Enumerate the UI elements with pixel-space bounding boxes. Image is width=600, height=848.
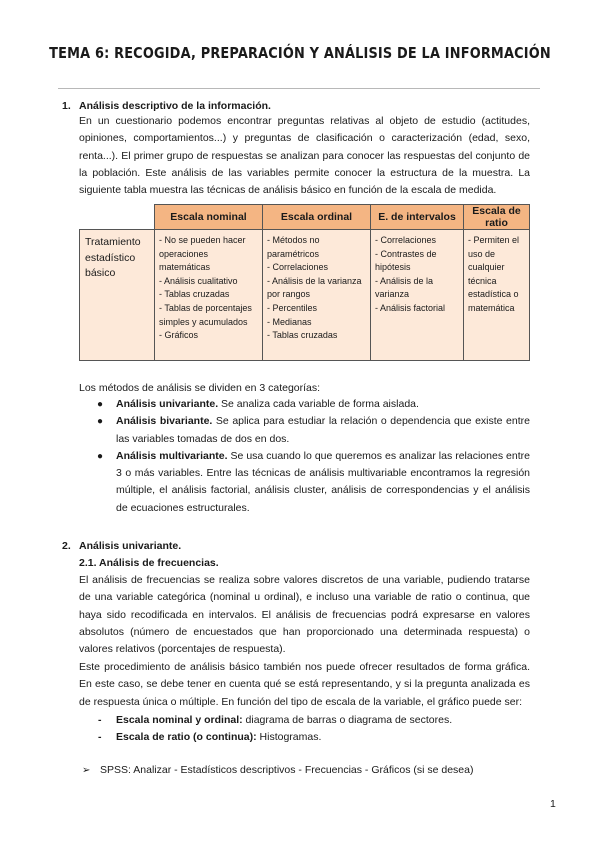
cell-line: - Contrastes de hipótesis — [375, 248, 437, 273]
table-cell-ordinal — [263, 230, 371, 361]
section-2-number: 2. — [62, 540, 71, 552]
methods-intro: Los métodos de análisis se dividen en 3 categorías: — [79, 382, 321, 394]
cell-line: - Permiten el uso de cualquier técnica estadística o matemática — [468, 235, 520, 313]
list-item — [96, 712, 530, 729]
cell-line: - Métodos no paramétricos — [267, 235, 320, 259]
spss-text: SPSS: Analizar - Estadísticos descriptivos - Frecuencias - Gráficos (si se desea) — [100, 764, 474, 776]
spss-path — [82, 764, 473, 776]
analysis-techniques-table — [79, 204, 530, 361]
scale-name: Escala de ratio (o continua): — [116, 731, 257, 744]
cell-line: - Tablas cruzadas — [159, 289, 230, 300]
page-title: TEMA 6: RECOGIDA, PREPARACIÓN Y ANÁLISIS DE LA INFORMACIÓN — [49, 44, 551, 62]
frequency-paragraph-1: El análisis de frecuencias se realiza sobre valores discretos de una variable, pudiendo tratarse de una variable categórica (nominal u ordinal), e incluso una variable de ratio o continua, que haya sido recodificada en intervalos. El análisis de frecuencias podrá expresarse en valores absolutos (número de encuestados que han proporcionado una determinada respuesta) o valores relativos (porcentajes de respuesta). — [79, 574, 530, 656]
list-item — [96, 396, 530, 413]
table-cell-nominal — [155, 230, 263, 361]
list-item — [96, 448, 530, 517]
page-number: 1 — [550, 798, 556, 810]
scale-text: Histogramas. — [256, 731, 322, 744]
cell-line: - Correlaciones — [375, 235, 437, 245]
cell-line: - Análisis cualitativo — [159, 275, 238, 286]
cell-line: - No se pueden hacer operaciones matemáticas — [159, 235, 246, 273]
cell-line: - Medianas — [267, 316, 312, 327]
cell-line: - Tablas de porcentajes simples y acumulados — [159, 302, 252, 327]
table-cell-ratio — [464, 230, 530, 361]
cell-line: - Análisis de la varianza — [375, 275, 434, 300]
section-2-1-heading: 2.1. Análisis de frecuencias. — [79, 557, 219, 569]
title-divider — [58, 88, 540, 89]
cell-line: - Gráficos — [159, 330, 199, 341]
cell-line: - Análisis factorial — [375, 302, 446, 313]
method-text: Se aplica para estudiar la relación o dependencia que existe entre las variables tomadas de dos en dos. — [116, 415, 530, 445]
bullet-icon: ● — [97, 399, 104, 410]
chart-types-list — [96, 712, 530, 747]
cell-line: - Correlaciones — [267, 262, 329, 273]
arrow-icon: ➢ — [82, 765, 91, 776]
section-2-heading: Análisis univariante. — [79, 540, 182, 552]
table-header-nominal: Escala nominal — [155, 205, 263, 230]
section-1-paragraph: En un cuestionario podemos encontrar preguntas relativas al objeto de estudio (actitudes, opiniones, comportamientos...) y preguntas de clasificación o caracterización (edad, sexo, renta...). El primer grupo de respuestas se analizan para conocer las respuestas del conjunto de la población. Este análisis de las variables permite conocer la estructura de la muestra. La siguiente tabla muestra las técnicas de análisis básico en función de la escala de medida. — [79, 115, 530, 197]
section-1-heading: Análisis descriptivo de la información. — [79, 100, 271, 112]
list-item — [96, 413, 530, 448]
table-row — [80, 230, 530, 361]
bullet-icon: ● — [97, 450, 104, 462]
dash-icon: - — [98, 714, 102, 726]
scale-name: Escala nominal y ordinal: — [116, 714, 243, 726]
methods-list — [96, 396, 530, 517]
method-text: Se usa cuando lo que queremos es analizar las relaciones entre 3 o más variables. Entre las técnicas de análisis multivariable encontramos la regresión múltiple, el análisis factorial, análisis cluster, análisis de correspondencias y el análisis de ecuaciones estructurales. — [116, 449, 530, 514]
bullet-icon: ● — [97, 416, 104, 428]
section-1-number: 1. — [62, 100, 71, 112]
method-name: Análisis univariante. — [116, 398, 219, 410]
dash-icon: - — [98, 731, 102, 744]
table-row-label: Tratamiento estadístico básico — [80, 230, 155, 361]
table-header-row — [80, 205, 530, 230]
method-text: Se analiza cada variable de forma aislada. — [218, 398, 419, 410]
frequency-paragraph-2: Este procedimiento de análisis básico también nos puede ofrecer resultados de forma gráfica. En este caso, se debe tener en cuenta qué se está representando, y si la pregunta analizada es de respuesta única o múltiple. En función del tipo de escala de la variable, el gráfico puede ser: — [79, 661, 530, 708]
scale-text: diagrama de barras o diagrama de sectores. — [242, 714, 453, 726]
method-name: Análisis bivariante. — [116, 415, 213, 428]
table-cell-intervals — [371, 230, 464, 361]
cell-line: - Análisis de la varianza por rangos — [267, 275, 362, 300]
table-header-ratio: Escala de ratio — [464, 205, 530, 230]
cell-line: - Percentiles — [267, 302, 318, 313]
cell-line: - Tablas cruzadas — [267, 330, 338, 341]
list-item — [96, 729, 530, 746]
table-corner — [80, 205, 155, 230]
table-header-ordinal: Escala ordinal — [263, 205, 371, 230]
method-name: Análisis multivariante. — [116, 449, 228, 462]
table-header-intervals: E. de intervalos — [371, 205, 464, 230]
